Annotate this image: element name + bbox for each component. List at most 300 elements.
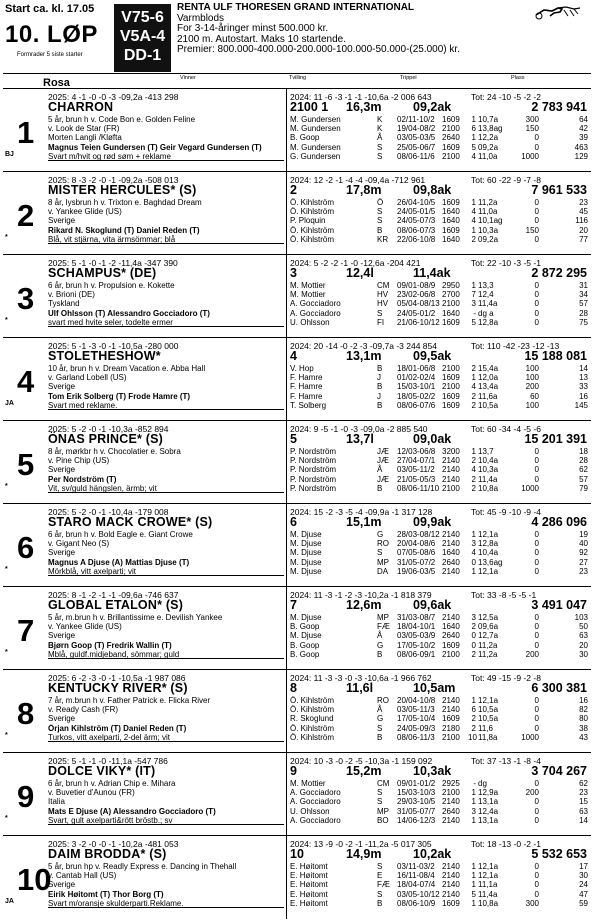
start-prize: 63: [579, 806, 588, 816]
start-date: 24/05-01/5: [397, 207, 436, 217]
horse-detail-line: Svart m/oransje skulderparti.Reklame.: [48, 899, 284, 908]
start-date: 03/05-11/2: [397, 465, 435, 475]
start-odds: 0: [534, 198, 539, 207]
horse-detail-line: Magnus A Djuse (A) Mattias Djuse (T): [48, 557, 190, 567]
start-track: K: [377, 115, 383, 124]
start-position: 2: [471, 391, 476, 401]
horse-entry: [3, 338, 591, 421]
start-row: [290, 788, 590, 797]
start-date: 09/01-08/9: [397, 281, 436, 290]
start-track: S: [377, 142, 383, 152]
start-distance: 2640: [442, 806, 460, 816]
best-distance-record: 14,9m: [346, 847, 382, 861]
start-prize: 64: [579, 115, 588, 124]
start-row: [290, 299, 590, 308]
start-time: 11,8a: [478, 732, 498, 742]
start-prize: 28: [579, 308, 588, 318]
start-odds: 300: [525, 898, 539, 908]
post-position: 8: [290, 681, 297, 695]
start-position: 4: [471, 465, 476, 475]
start-time: 10,3a: [478, 225, 499, 235]
horse-detail-line: Svart med reklame.: [48, 401, 284, 410]
horse-name: KENTUCKY RIVER* (S): [48, 681, 188, 695]
recent-starts: [290, 198, 590, 244]
start-prize: 33: [579, 382, 588, 392]
horse-detail-line: Eirik Høitomt (T) Thor Borg (T): [48, 889, 164, 899]
start-row: [290, 373, 590, 382]
start-time: 12,1a: [478, 696, 499, 705]
start-time: 13,1a: [478, 815, 499, 825]
total-earnings: 7 961 533: [531, 183, 587, 197]
start-odds: 200: [525, 788, 539, 798]
start-odds: 1000: [521, 483, 539, 493]
divider: [286, 504, 287, 586]
start-driver: M. Gundersen: [290, 124, 341, 134]
start-prize: 31: [579, 281, 588, 290]
start-odds: 0: [534, 705, 539, 715]
start-row: [290, 807, 590, 816]
total-earnings: 2 783 941: [531, 100, 587, 114]
start-number: 5: [17, 447, 35, 482]
race-title: RENTA ULF THORESEN GRAND INTERNATIONAL: [177, 2, 415, 13]
start-date: 27/04-07/1: [397, 456, 436, 466]
start-position: 6: [471, 705, 476, 715]
stats-2024: 2024: 13 -9 -0 -2 -1 -11,2a -5 017 305: [290, 839, 432, 849]
start-prize: 50: [579, 622, 588, 632]
divider: [286, 587, 287, 669]
start-note: Formrader 5 siste starter: [17, 52, 83, 58]
recent-starts: [290, 530, 590, 576]
horse-name: ÖNAS PRINCE* (S): [48, 432, 164, 446]
start-row: [290, 880, 590, 889]
start-distance: 2140: [442, 474, 460, 484]
start-number: 10: [17, 862, 52, 897]
start-position: 2: [471, 723, 476, 733]
start-position: 1: [471, 788, 476, 798]
start-position: 2: [471, 483, 476, 493]
start-prize: 20: [579, 640, 588, 650]
start-prize: 63: [579, 631, 588, 641]
horse-name: MISTER HERCULES* (S): [48, 183, 197, 197]
start-track: Å: [377, 465, 383, 475]
start-time: 13,8ag: [478, 124, 503, 134]
horse-detail-line: Mblå, guldf.midjeband, sömmar; guld: [48, 650, 284, 659]
start-prize: 57: [579, 474, 588, 484]
start-date: 03/05-11/3: [397, 705, 435, 715]
start-track: RO: [377, 696, 389, 705]
start-date: 31/05-07/7: [397, 806, 436, 816]
start-distance: 2140: [442, 797, 460, 807]
start-driver: P. Nordström: [290, 465, 337, 475]
stats-2024: 2024: 5 -2 -2 -1 -0 -12,6a -204 421: [290, 258, 421, 268]
horse-detail-line: 8 år, mørkbr h v. Chocolatier e. Sobra: [48, 447, 181, 456]
horse-entry: [3, 89, 591, 172]
start-odds: 0: [534, 640, 539, 650]
start-row: [290, 143, 590, 152]
start-track: G: [377, 714, 384, 724]
start-date: 18/01-06/8: [397, 364, 436, 373]
start-odds: 0: [534, 815, 539, 825]
start-prize: 39: [579, 133, 588, 143]
race-label: 10. LØP: [5, 21, 98, 48]
start-distance: 1640: [442, 308, 460, 318]
start-driver: E. Høitomt: [290, 898, 328, 908]
horse-detail-line: Per Nordström (T): [48, 474, 117, 484]
total-earnings: 5 532 653: [531, 847, 587, 861]
start-track: FÆ: [377, 622, 390, 632]
start-row: [290, 871, 590, 880]
start-driver: M. Djuse: [290, 613, 322, 622]
start-number: 9: [17, 779, 35, 814]
start-distance: 2140: [442, 862, 460, 871]
divider: [286, 836, 287, 919]
horse-details: [48, 613, 284, 659]
start-track: E: [377, 871, 383, 881]
start-time: 12,0a: [478, 373, 499, 383]
start-driver: M. Djuse: [290, 631, 322, 641]
start-driver: F. Hamre: [290, 373, 323, 383]
start-time: 10,5a: [478, 714, 499, 724]
start-distance: 1640: [442, 216, 460, 226]
start-driver: Ö. Kihlström: [290, 207, 335, 217]
start-distance: 1609: [442, 115, 460, 124]
start-odds: 1000: [521, 151, 539, 161]
race-info-line: For 3-14-åringer minst 500.000 kr.: [177, 23, 329, 34]
start-row: [290, 622, 590, 631]
start-prize: 59: [579, 898, 588, 908]
start-odds: 0: [534, 317, 539, 327]
horse-entry: [3, 504, 591, 587]
start-position: 2: [471, 649, 476, 659]
entry-mark: *: [5, 566, 8, 573]
start-row: [290, 567, 590, 576]
column-header: [3, 73, 591, 89]
start-odds: 0: [534, 557, 539, 567]
start-time: 09,6a: [478, 622, 499, 632]
start-date: 18/05-02/2: [397, 391, 436, 401]
start-driver: M. Gundersen: [290, 142, 341, 152]
start-driver: M. Mottier: [290, 281, 326, 290]
horse-detail-line: Sverige: [48, 465, 76, 475]
recent-starts: [290, 447, 590, 493]
horse-detail-line: Blå, vit stjärna, vita ärmsömmar; blå: [48, 235, 284, 244]
start-position: 2: [471, 456, 476, 466]
start-track: B: [377, 225, 383, 235]
horse-detail-line: v. Cantab Hall (US): [48, 871, 117, 881]
start-track: JÆ: [377, 474, 389, 484]
stats-total: Tot: 110 -42 -23 -12 -13: [471, 341, 560, 351]
divider: [286, 172, 287, 254]
horse-name: SCHAMPUS* (DE): [48, 266, 157, 280]
start-odds: 0: [534, 862, 539, 871]
start-odds: 300: [525, 115, 539, 124]
start-time: 11,0a: [478, 151, 498, 161]
start-date: 15/03-10/1: [397, 382, 436, 392]
start-driver: M. Djuse: [290, 566, 322, 576]
horse-detail-line: 5 år, brun hp v. Readly Express e. Dancing in Thehall: [48, 862, 237, 871]
start-position: 3: [471, 299, 476, 309]
best-distance-record: 13,7l: [346, 432, 374, 446]
start-time: 12,8a: [478, 317, 499, 327]
start-distance: 2100: [442, 151, 460, 161]
start-prize: 62: [579, 779, 588, 788]
horse-detail-line: Morten Langli /Kløfta: [48, 133, 122, 143]
start-driver: A. Gocciadoro: [290, 788, 341, 798]
start-time: 10,4a: [478, 548, 499, 558]
horse-detail-line: Tom Erik Solberg (T) Frode Hamre (T): [48, 391, 191, 401]
start-date: 25/05-06/7: [397, 142, 436, 152]
start-time: 10,4a: [478, 456, 499, 466]
stats-2024: 2024: 9 -5 -1 -0 -3 -09,0a -2 885 540: [290, 424, 428, 434]
start-prize: 15: [579, 797, 588, 807]
bet-type: DD-1: [123, 47, 162, 64]
start-row: [290, 890, 590, 899]
start-driver: M. Djuse: [290, 548, 322, 558]
start-prize: 77: [579, 234, 588, 244]
start-position: 1: [471, 198, 476, 207]
total-earnings: 2 872 295: [531, 266, 587, 280]
horse-entry: [3, 753, 591, 836]
start-odds: 0: [534, 456, 539, 466]
entry-mark: JA: [5, 898, 14, 905]
total-earnings: 15 201 391: [524, 432, 587, 446]
start-distance: 1640: [442, 622, 460, 632]
start-distance: 2180: [442, 723, 460, 733]
entry-mark: *: [5, 732, 8, 739]
start-position: 2: [471, 714, 476, 724]
start-track: S: [377, 723, 383, 733]
entry-mark: *: [5, 234, 8, 241]
start-position: 5: [471, 142, 476, 152]
stats-2025: 2025: 8 -3 -2 -0 -1 -09,2a -508 013: [48, 175, 179, 185]
start-time: 10,5a: [478, 400, 499, 410]
start-track: S: [377, 548, 383, 558]
start-distance: 2640: [442, 557, 460, 567]
start-driver: A. Gocciadoro: [290, 299, 341, 309]
start-prize: 92: [579, 548, 588, 558]
start-date: 05/04-08/13: [397, 299, 440, 309]
start-track: Å: [377, 705, 383, 715]
place-header: Plass: [511, 75, 525, 81]
best-distance-record: 15,2m: [346, 764, 382, 778]
horse-name: DAIM BRODDA* (S): [48, 847, 167, 861]
total-earnings: 3 491 047: [531, 598, 587, 612]
start-odds: 0: [534, 447, 539, 456]
recent-starts: [290, 696, 590, 742]
start-prize: 82: [579, 705, 588, 715]
start-date: 31/05-07/2: [397, 557, 436, 567]
stats-2024: 2024: 15 -2 -3 -5 -4 -09,9a -1 317 128: [290, 507, 433, 517]
start-odds: 0: [534, 779, 539, 788]
horse-details: [48, 530, 284, 576]
start-prize: 30: [579, 649, 588, 659]
start-row: [290, 539, 590, 548]
start-time: 11,4a: [478, 474, 498, 484]
start-number: 2: [17, 198, 35, 233]
post-position: 7: [290, 598, 297, 612]
start-time: 11,4a: [478, 299, 498, 309]
bet-types-box: [114, 4, 171, 72]
start-odds: 0: [534, 714, 539, 724]
horse-detail-line: v. Garland Lobell (US): [48, 373, 127, 383]
start-time: 13,3: [478, 281, 494, 290]
start-distance: 2140: [442, 539, 460, 549]
start-driver: B. Goop: [290, 649, 320, 659]
start-track: CM: [377, 281, 390, 290]
start-date: 08/06-07/6: [397, 400, 436, 410]
start-distance: 2100: [442, 364, 460, 373]
start-odds: 0: [534, 871, 539, 881]
start-track: S: [377, 797, 383, 807]
start-prize: 80: [579, 714, 588, 724]
start-prize: 145: [574, 400, 588, 410]
record-time: 09,9ak: [413, 515, 452, 529]
start-odds: 0: [534, 290, 539, 300]
divider: [286, 753, 287, 835]
start-date: 08/06-07/3: [397, 225, 436, 235]
start-row: [290, 816, 590, 825]
horse-detail-line: 6 år, brun h v. Propulsion e. Kokette: [48, 281, 175, 290]
start-row: [290, 899, 590, 908]
start-date: 31/03-08/7: [397, 613, 436, 622]
start-position: -: [473, 779, 476, 788]
start-time: 15,4a: [478, 364, 499, 373]
entry-mark: *: [5, 815, 8, 822]
start-track: J: [377, 373, 381, 383]
start-track: KR: [377, 234, 389, 244]
divider: [286, 670, 287, 752]
start-driver: Ö. Kihlström: [290, 198, 335, 207]
start-driver: B. Goop: [290, 640, 320, 650]
start-track: S: [377, 207, 383, 217]
start-odds: 150: [525, 225, 539, 235]
horse-detail-line: svart med hvite seler, todelte ermer: [48, 318, 284, 327]
recent-starts: [290, 613, 590, 659]
start-track: G: [377, 530, 384, 539]
record-time: 10,5am: [413, 681, 456, 695]
start-distance: 1609: [442, 225, 460, 235]
start-row: [290, 779, 590, 788]
start-date: 07/05-08/6: [397, 548, 436, 558]
start-distance: 2140: [442, 696, 460, 705]
start-odds: 0: [534, 889, 539, 899]
best-distance-record: 17,8m: [346, 183, 382, 197]
post-position: 2100 1: [290, 100, 329, 114]
start-row: [290, 290, 590, 299]
start-distance: 2140: [442, 889, 460, 899]
start-date: 24/05-09/3: [397, 723, 436, 733]
start-date: 20/04-10/8: [397, 696, 436, 705]
start-odds: 0: [534, 797, 539, 807]
start-prize: 47: [579, 889, 588, 899]
start-driver: M. Djuse: [290, 557, 322, 567]
start-prize: 23: [579, 788, 588, 798]
entry-mark: BJ: [5, 151, 14, 158]
start-position: 2: [471, 400, 476, 410]
total-earnings: 4 286 096: [531, 515, 587, 529]
start-odds: 0: [534, 299, 539, 309]
best-distance-record: 15,1m: [346, 515, 382, 529]
start-time: 10,8a: [478, 483, 499, 493]
start-track: Å: [377, 631, 383, 641]
start-odds: 0: [534, 631, 539, 641]
start-distance: 2140: [442, 871, 460, 881]
start-odds: 0: [534, 474, 539, 484]
start-odds: 60: [530, 391, 539, 401]
start-date: 29/03-10/5: [397, 797, 436, 807]
start-row: [290, 484, 590, 493]
stats-total: Tot: 24 -10 -5 -2 -2: [471, 92, 541, 102]
start-date: 28/03-08/12: [397, 530, 440, 539]
start-driver: Ö. Kihlström: [290, 225, 335, 235]
start-position: 10: [468, 732, 477, 742]
start-odds: 0: [534, 234, 539, 244]
start-position: 4: [471, 207, 476, 217]
horse-detail-line: Mörkblå, vitt axelparti; vit: [48, 567, 284, 576]
start-track: JÆ: [377, 447, 389, 456]
start-distance: 2100: [442, 124, 460, 134]
start-prize: 27: [579, 557, 588, 567]
start-prize: 16: [579, 696, 588, 705]
start-time: 12,8a: [478, 539, 499, 549]
start-prize: 30: [579, 871, 588, 881]
stats-total: Tot: 60 -22 -9 -7 -8: [471, 175, 541, 185]
start-track: HV: [377, 290, 389, 300]
start-position: 1: [471, 373, 476, 383]
start-row: [290, 281, 590, 290]
trio-header: Trippel: [400, 75, 417, 81]
record-time: 11,4ak: [413, 266, 451, 280]
start-driver: M. Mottier: [290, 290, 326, 300]
start-time: 10,8a: [478, 898, 499, 908]
start-row: [290, 733, 590, 742]
start-track: S: [377, 216, 383, 226]
horse-detail-line: v. Brioni (DE): [48, 290, 95, 300]
start-position: 1: [471, 530, 476, 539]
horse-detail-line: Italia: [48, 797, 65, 807]
horse-details: [48, 696, 284, 742]
start-driver: U. Ohlsson: [290, 806, 330, 816]
start-prize: 116: [575, 216, 588, 226]
entry-mark: *: [5, 483, 8, 490]
horse-details: [48, 364, 284, 410]
start-row: [290, 447, 590, 456]
start-track: Ö: [377, 198, 384, 207]
start-date: 14/06-12/3: [397, 815, 436, 825]
start-position: 1: [471, 566, 476, 576]
start-time: 11,6a: [478, 391, 498, 401]
start-date: 19/04-08/2: [397, 124, 436, 134]
start-row: [290, 797, 590, 806]
stats-total: Tot: 60 -34 -4 -5 -6: [471, 424, 541, 434]
start-distance: 1609: [442, 317, 460, 327]
start-number: 6: [17, 530, 35, 565]
horse-detail-line: 5 år, m.brun h v. Brillantissime e. Devilish Yankee: [48, 613, 223, 622]
start-time: 11,2a: [478, 640, 498, 650]
start-driver: U. Ohlsson: [290, 317, 330, 327]
start-prize: 16: [579, 391, 588, 401]
start-distance: 2100: [442, 299, 460, 309]
start-odds: 0: [534, 622, 539, 632]
start-track: Å: [377, 133, 383, 143]
stats-2025: 2025: 6 -2 -3 -0 -1 -10,5a -1 987 086: [48, 673, 186, 683]
start-distance: 1609: [442, 640, 460, 650]
start-driver: M. Djuse: [290, 539, 322, 549]
start-position: 7: [471, 290, 476, 300]
post-position: 10: [290, 847, 304, 861]
start-track: S: [377, 308, 383, 318]
start-driver: M. Djuse: [290, 530, 322, 539]
